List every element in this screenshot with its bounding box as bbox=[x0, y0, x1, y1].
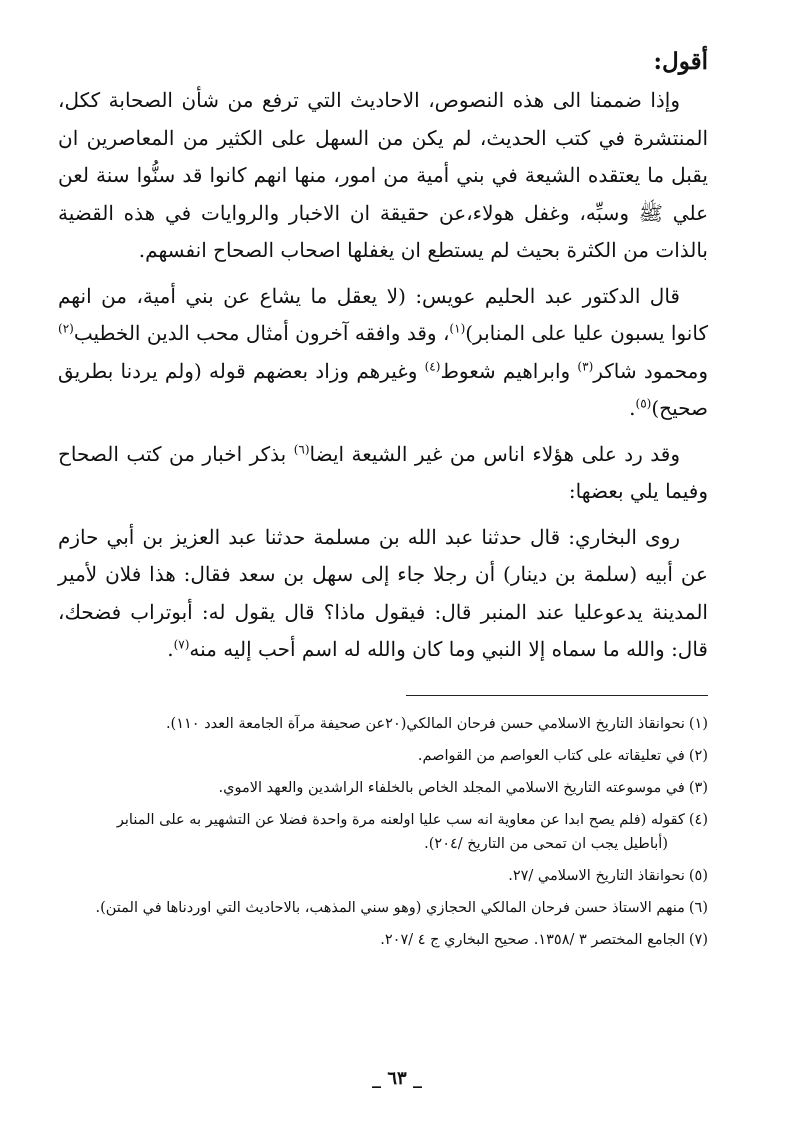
footnote-3 bbox=[58, 776, 708, 800]
footnote-number: (٦) bbox=[688, 899, 708, 916]
paragraph-2-text-f: . bbox=[629, 396, 636, 420]
footnote-number: (٥) bbox=[688, 867, 708, 884]
footnote-continuation: (أباطيل يجب ان تمحى من التاريخ /٢٠٤). bbox=[424, 835, 668, 852]
footnote-2 bbox=[58, 744, 708, 768]
footnote-text: الجامع المختصر ٣ /١٣٥٨. صحيح البخاري ج ٤ /٢٠٧. bbox=[380, 931, 685, 948]
footnote-ref-2[interactable]: (٢) bbox=[58, 321, 74, 336]
footnote-text: في تعليقاته على كتاب العواصم من القواصم. bbox=[417, 747, 685, 764]
footnotes bbox=[58, 712, 708, 952]
footnote-6 bbox=[58, 896, 708, 920]
paragraph-2-text-e: وغيرهم وزاد بعضهم قوله (ولم يردنا بطريق صحيح) bbox=[58, 358, 708, 420]
footnote-4 bbox=[58, 808, 708, 856]
footnote-divider bbox=[406, 695, 708, 696]
footnote-ref-6[interactable]: (٦) bbox=[293, 441, 310, 456]
paragraph-3-text-b: بذكر اخبار من كتب الصحاح وفيما يلي بعضها: bbox=[58, 441, 708, 503]
paragraph-3 bbox=[58, 436, 708, 511]
footnote-ref-4[interactable]: (٤) bbox=[424, 358, 441, 373]
footnote-text: نحوانقاذ التاريخ الاسلامي /٢٧. bbox=[508, 867, 685, 884]
paragraph-1 bbox=[58, 82, 708, 270]
footnote-5 bbox=[58, 864, 708, 888]
footnote-ref-5[interactable]: (٥) bbox=[635, 396, 652, 411]
paragraph-4-text-a: روى البخاري: قال حدثنا عبد الله بن مسلمة حدثنا عبد العزيز بن أبي حازم عن أبيه (سلمة بن دينار) أن رجلا جاء إلى سهل بن سعد فقال: هذا فلان لأمير المدينة يدعوعليا عند المنبر قال: فيقول ماذا؟ قال يقول له: أبوتراب فضحك، قال: والله ما سماه إلا النبي وما كان والله له اسم أحب إليه منه bbox=[58, 524, 708, 661]
footnote-ref-7[interactable]: (٧) bbox=[173, 637, 190, 652]
footnote-number: (١) bbox=[688, 715, 708, 732]
paragraph-2-text-b: ، وقد وافقه آخرون أمثال محب الدين الخطيب bbox=[73, 321, 450, 345]
paragraph-2-text-d: وابراهيم شعوط bbox=[440, 358, 578, 383]
footnote-1 bbox=[58, 712, 708, 736]
paragraph-4 bbox=[58, 519, 708, 669]
footnote-7 bbox=[58, 928, 708, 952]
footnote-text: نحوانقاذ التاريخ الاسلامي حسن فرحان المالكي(٢٠عن صحيفة مرآة الجامعة العدد ١١٠). bbox=[165, 715, 685, 732]
paragraph-2-text-c: ومحمود شاكر bbox=[593, 358, 708, 383]
footnote-number: (٣) bbox=[688, 779, 708, 796]
footnote-number: (٢) bbox=[688, 747, 708, 764]
paragraph-3-text-a: وقد رد على هؤلاء اناس من غير الشيعة ايضا bbox=[309, 441, 680, 466]
footnote-ref-3[interactable]: (٣) bbox=[577, 358, 594, 373]
paragraph-4-text-b: . bbox=[167, 637, 174, 661]
page-number: _ ٦٣ _ bbox=[372, 1068, 422, 1089]
footnote-text: في موسوعته التاريخ الاسلامي المجلد الخاص بالخلفاء الراشدين والعهد الاموي. bbox=[218, 779, 685, 796]
footnote-text: منهم الاستاذ حسن فرحان المالكي الحجازي (وهو سني المذهب، بالاحاديث التي اوردناها في المتن). bbox=[95, 899, 685, 916]
footnote-number: (٤) bbox=[688, 811, 708, 828]
paragraph-1-text: وإذا ضممنا الى هذه النصوص، الاحاديث التي ترفع من شأن الصحابة ككل، المنتشرة في كتب الحديث، لم يكن من السهل على الكثير من المعاصرين ان يقبل ما يعتقده الشيعة في بني أمية من امور، منها انهم كانوا قد سنُّوا سنة لعن علي ﷺ وسبِّه، وغفل هولاء،عن حقيقة ان الاخبار والروايات في هذه القضية بالذات من الكثرة بحيث لم يستطع ان يغفلها اصحاب الصحاح انفسهم. bbox=[58, 88, 708, 262]
section-heading: أقول: bbox=[653, 48, 708, 75]
footnote-ref-1[interactable]: (١) bbox=[449, 321, 466, 336]
footnote-number: (٧) bbox=[688, 931, 708, 948]
footnote-text: كقوله (فلم يصح ابدا عن معاوية انه سب عليا اولعنه مرة واحدة فضلا عن التشهير به على المنابر bbox=[116, 811, 685, 828]
paragraph-2 bbox=[58, 278, 708, 428]
paragraph-2-text-a: قال الدكتور عبد الحليم عويس: (لا يعقل ما يشاع عن بني أمية، من انهم كانوا يسبون عليا على المنابر) bbox=[58, 283, 708, 345]
